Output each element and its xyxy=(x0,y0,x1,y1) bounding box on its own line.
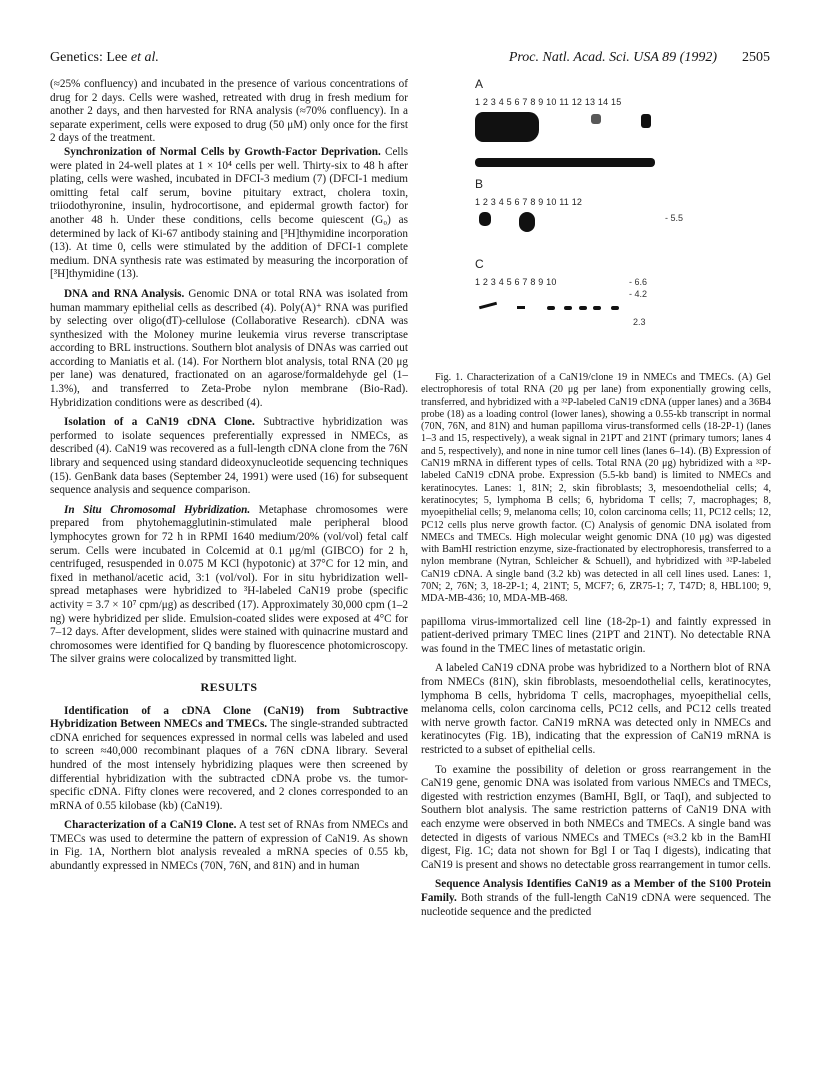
heading-isolation: Isolation of a CaN19 cDNA Clone. xyxy=(64,416,255,429)
marker-6-6: - 6.6 xyxy=(629,277,648,287)
lane-numbers-a: 1 2 3 4 5 6 7 8 9 10 11 12 13 14 15 xyxy=(475,97,622,107)
paragraph-dna-rna xyxy=(50,288,408,410)
blot-c-band-lane-7 xyxy=(579,306,587,310)
heading-dna-rna: DNA and RNA Analysis. xyxy=(64,287,185,300)
marker-4-2: - 4.2 xyxy=(629,289,648,299)
blot-a-band-lane-15 xyxy=(641,114,651,128)
blot-c-band-lane-5 xyxy=(547,306,555,310)
paragraph-isolation xyxy=(50,416,408,498)
journal-citation: Proc. Natl. Acad. Sci. USA 89 (1992) xyxy=(508,50,717,65)
figure-1-caption xyxy=(421,372,771,606)
paragraph-sequence-analysis xyxy=(421,878,771,919)
panel-label-b: B xyxy=(475,177,484,191)
body-identification: The single-stranded subtracted cDNA enriched for sequences expressed in normal cells was labeled and used to screen ≈40,000 recombinant plaques of a 76N cDNA library. Several hundred of the most intensely hybridizing plaques were then screened by differential hybridization with the subtracted cDNA probe vs. the tumor-specific cDNA. Fifty clones were recovered, and 2 clones corresponded to an mRNA of 0.55 kilobase (kb) (CaN19). xyxy=(50,718,408,812)
marker-2-3: 2.3 xyxy=(633,317,646,327)
body-isolation: Subtractive hybridization was performed to isolate sequences preferentially expressed in NMECs, as described (4). CaN19 was recovered as a full-length cDNA clone from the 76N library and sequenced using standard dideoxynucleotide sequencing techniques (15). GenBank data bases (September 24, 1991) were used (16) for subsequent sequence analysis and sequence comparison. xyxy=(50,416,408,497)
blot-b-band-lane-1 xyxy=(479,212,491,226)
paragraph-papilloma: papilloma virus-immortalized cell line (18-2p-1) and faintly expressed in patient-derived primary TMEC lines (21PT and 21NT). No detectable RNA was found in the TMEC lines of metastatic origin. xyxy=(421,615,771,655)
blot-a-band-lanes-1-3 xyxy=(475,112,539,142)
body-sequence-analysis: Both strands of the full-length CaN19 cDNA were sequenced. The nucleotide sequence and the predicted xyxy=(421,891,771,918)
right-column xyxy=(421,78,771,919)
lane-numbers-b: 1 2 3 4 5 6 7 8 9 10 11 12 xyxy=(475,197,583,207)
heading-synchronization: Synchronization of Normal Cells by Growth-Factor Deprivation. xyxy=(64,145,381,158)
page-number: 2505 xyxy=(742,50,770,65)
body-synchronization: Cells were plated in 24-well plates at 1 × 10⁴ cells per well. Thirty-six to 48 h after plating, cells were washed, incubated in DFCI-3 medium (7) (DFCI-1 medium omitting fetal calf serum, bovine pituitary extract, cholera toxin, triiodothyronine, insulin, hydrocortisone, and epidermal growth factor) for another 48 h. Under these conditions, cells become quiescent (G₀) as determined by lack of Ki-67 antibody staining and [³H]thymidine incorporation (13). At time 0, cells were stimulated by the addition of DFCI-1 complete medium. DNA synthesis rate was estimated by measuring the incorporation of [³H]thymidine (13). xyxy=(50,145,408,281)
blot-c-band-lane-8 xyxy=(593,306,601,310)
header-et-al: et al. xyxy=(127,50,159,65)
panel-label-a: A xyxy=(475,77,484,91)
heading-characterization: Characterization of a CaN19 Clone. xyxy=(64,819,237,832)
heading-identification: Identification of a cDNA Clone (CaN19) from Subtractive Hybridization Between NMECs and TMECs. xyxy=(50,704,408,731)
paragraph-northern-blot: A labeled CaN19 cDNA probe was hybridized to a Northern blot of RNA from NMECs (81N), skin fibroblasts, mesoendothelial cells, keratinocytes, lymphoma B cells, hybridoma T cells, macrophages, myoepithelial cells, melanoma cells, colon carcinoma cells, PC12 cells, and PC12 cells treated with nerve growth factor. CaN19 mRNA was detected only in NMECs and keratinocytes (Fig. 1B), indicating that the expression of CaN19 mRNA is restricted to a subset of epithelial cells. xyxy=(421,662,771,756)
paragraph-continued: (≈25% confluency) and incubated in the presence of various concentrations of drug for 2 days. Cells were washed, retreated with drug in fresh medium for another 2 days, and then harvested for RNA analysis (≈70% confluency). In a separate experiment, cells were exposed to drug (50 μM) only once for the first 2 days of the treatment. xyxy=(50,78,408,145)
panel-label-c: C xyxy=(475,257,484,271)
blot-c-band-lane-4 xyxy=(517,306,525,309)
running-header-journal xyxy=(509,50,770,66)
paragraph-southern-blot: To examine the possibility of deletion or gross rearrangement in the CaN19 gene, genomic DNA was isolated from various NMECs and TMECs, digested with restriction enzymes (BamHI, BglI, or TaqI), and subjected to Southern blot analysis. The same restriction patterns of CaN19 DNA with each enzyme were observed in both NMECs and TMECs. A single band was detected in digests of various NMECs and TMECs (≈3.2 kb in the BamHI digest, Fig. 1C; data not shown for Bgl I or Taq I digests), indicating that CaN19 is present and shows no detectable gross rearrangement in tumor cells. xyxy=(421,763,771,871)
lane-numbers-c: 1 2 3 4 5 6 7 8 9 10 xyxy=(475,277,557,287)
caption-text: Fig. 1. Characterization of a CaN19/clone 19 in NMECs and TMECs. (A) Gel electrophoresis of total RNA (20 μg per lane) from exponentially growing cells, transferred, and hybridized with a ³²P-labeled CaN19 cDNA (upper lanes) and a 36B4 probe (18) as a loading control (lower lanes), showing a 0.55-kb transcript in normal (70N, 76N, and 81N) and human papilloma virus-transformed cells (18-2P-1) (lanes 1–3 and 15, respectively), a weak signal in 21PT and 21NT (primary tumors; lanes 4 and 5, respectively), and none in nine tumor cell lines (lanes 6–14). (B) Expression of CaN19 mRNA in different types of cells. Total RNA (20 μg) hybridized with a ³²P-labeled CaN19 cDNA probe. Expression (5.5-kb band) is limited to NMECs and keratinocytes. Lanes: 1, 81N; 2, skin fibroblasts; 3, mesoendothelial cells; 4, keratinocytes; 5, lymphoma B cells; 6, hybridoma T cells; 7, macrophages; 8, myoepithelial cells; 9, melanoma cells; 10, colon carcinoma cells; 11, PC12 cells; 12, PC12 cells plus nerve growth factor. (C) Analysis of genomic DNA isolated from NMECs and TMECs. High molecular weight genomic DNA (10 μg) was digested with BamHI restriction enzyme, size-fractionated by electrophoresis, transferred to a nylon membrane (Nytran, Schleicher & Schuell), and hybridized with ³²P-labeled CaN19 cDNA. A single band (3.2 kb) was detected in all cell lines used. Lanes: 1, 70N; 2, 76N; 3, 18-2P-1; 4, 21NT; 5, MCF7; 6, ZR75-1; 7, T47D; 8, HBL100; 9, MDA-MB-436; 10, MDA-MB-468. xyxy=(421,372,771,605)
body-characterization: A test set of RNAs from NMECs and TMECs was used to determine the pattern of expression of CaN19. As shown in Fig. 1A, Northern blot analysis revealed a mRNA species of 0.55 kb, abundantly expressed in NMECs (70N, 76N, and 81N) and in human xyxy=(50,819,408,873)
blot-c-band-lane-10 xyxy=(611,306,619,310)
heading-sequence-analysis: Sequence Analysis Identifies CaN19 as a Member of the S100 Protein Family. xyxy=(421,878,771,904)
blot-c-band-lane-6 xyxy=(564,306,572,310)
blot-b-band-lane-4 xyxy=(519,212,535,232)
paragraph-characterization xyxy=(50,819,408,873)
header-journal-section: Genetics: Lee xyxy=(50,50,128,65)
marker-5-5: - 5.5 xyxy=(665,213,684,223)
body-in-situ: Metaphase chromosomes were prepared from phytohemagglutinin-stimulated male peripheral blood lymphocytes grown for 72 h in RPMI 1640 medium/20% (vol/vol) fetal calf serum. Cells were incubated in Colcemid at 0.1 μg/ml (GIBCO) for 2 h, centrifuged, resuspended in 0.075 M KCl (hypotonic) at 37°C for 12 min, and fixed in methanol/acetic acid, 3:1 (vol/vol). For in situ hybridization well-spread metaphases were hybridized to ³H-labeled CaN19 probe (specific activity = 3.7 × 10⁷ cpm/μg) as described (17). Approximately 30,000 cpm (1–2 ng) were hybridized per slide. Emulsion-coated slides were exposed at 4°C for 7–12 days. After development, slides were stained with quinacrine mustard and chromosomes were identified for Q banding by fluorescence photomicroscopy. The silver grains were colocalized by transmitted light. xyxy=(50,503,408,666)
blot-c-band-lane-1 xyxy=(479,302,497,310)
left-column xyxy=(50,78,408,874)
figure-1-blots xyxy=(421,78,771,368)
blot-a-loading-control xyxy=(475,158,655,167)
paragraph-synchronization xyxy=(50,146,408,282)
results-heading: RESULTS xyxy=(200,679,258,694)
running-header-authors xyxy=(50,50,159,66)
paragraph-identification xyxy=(50,705,408,814)
blot-a-band-lane-15-upper xyxy=(591,114,601,124)
body-dna-rna: Genomic DNA or total RNA was isolated from human mammary epithelial cells as described (4). Poly(A)⁺ RNA was purified by selecting over oligo(dT)-cellulose (Collaborative Research). cDNA was synthesized with the Moloney murine leukemia virus reverse transcriptase according to BRL instructions. Southern blot analysis of DNAs was carried out according to Maniatis et al. (14). For Northern blot analysis, total RNA (20 μg per lane) was denatured, fractionated on an agarose/formaldehyde gel (1–1.3%), and transferred to Zeta-Probe nylon membrane (Bio-Rad). Hybridization conditions were as described (4). xyxy=(50,287,409,409)
paragraph-in-situ xyxy=(50,504,408,667)
heading-in-situ: In Situ Chromosomal Hybridization. xyxy=(64,503,251,516)
